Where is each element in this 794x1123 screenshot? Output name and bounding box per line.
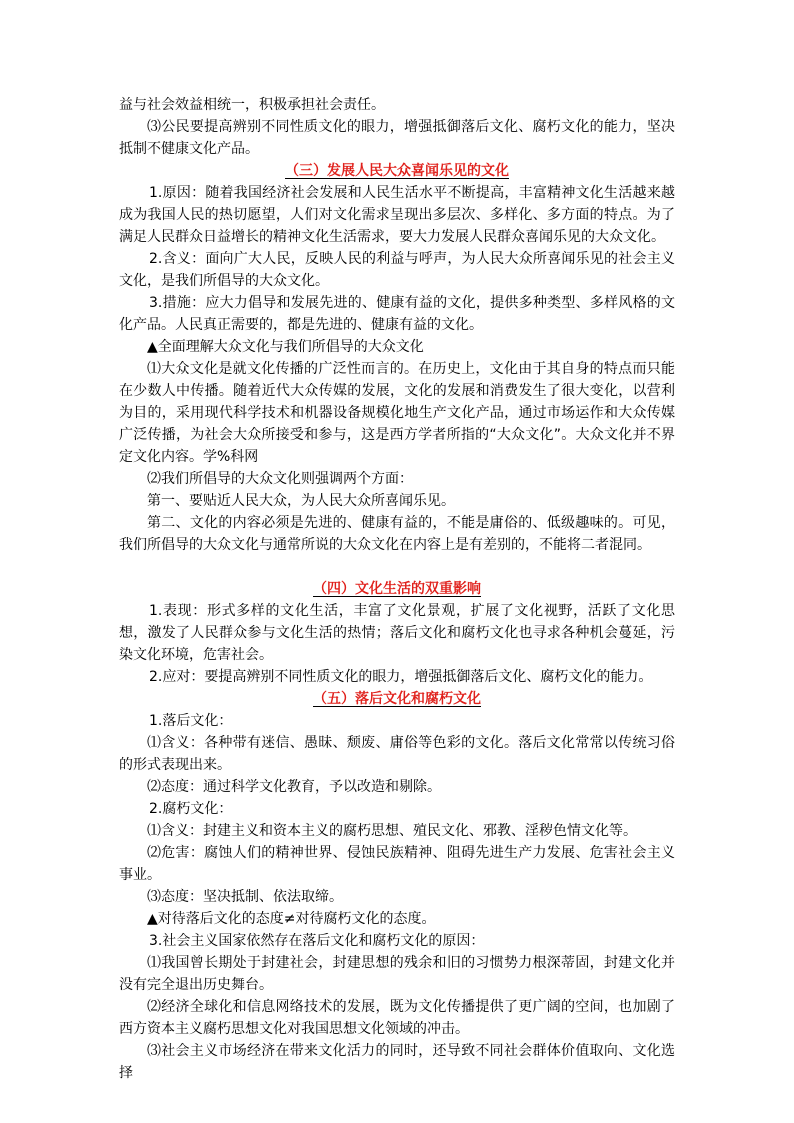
paragraph: ⑵我们所倡导的大众文化则强调两个方面： — [147, 471, 413, 487]
document-page — [119, 94, 675, 1084]
paragraph: ⑶公民要提高辨别不同性质文化的眼力，增强抵御落后文化、腐朽文化的能力，坚决抵制不健康文化产品。 — [119, 119, 675, 157]
paragraph: 1.落后文化： — [149, 713, 233, 729]
paragraph: ⑵经济全球化和信息网络技术的发展，既为文化传播提供了更广阔的空间，也加剧了西方资本主义腐朽思想文化对我国思想文化领域的冲击。 — [119, 999, 675, 1037]
paragraph: 1.表现：形式多样的文化生活，丰富了文化景观，扩展了文化视野，活跃了文化思想，激发了人民群众参与文化生活的热情；落后文化和腐朽文化也寻求各种机会蔓延，污染文化环境，危害社会。 — [119, 603, 675, 663]
spacer — [119, 556, 675, 578]
paragraph: ⑴我国曾长期处于封建社会，封建思想的残余和旧的习惯势力根深蒂固，封建文化并没有完全退出历史舞台。 — [119, 955, 675, 993]
paragraph: 2.应对：要提高辨别不同性质文化的眼力，增强抵御落后文化、腐朽文化的能力。 — [149, 669, 653, 685]
note-line: ▲全面理解大众文化与我们所倡导的大众文化 — [147, 339, 424, 355]
paragraph: 3.措施：应大力倡导和发展先进的、健康有益的文化，提供多种类型、多样风格的文化产品。人民真正需要的，都是先进的、健康有益的文化。 — [119, 295, 675, 333]
paragraph: ⑴含义：封建主义和资本主义的腐朽思想、殖民文化、邪教、淫秽色情文化等。 — [147, 823, 637, 839]
paragraph: 第一、要贴近人民大众，为人民大众所喜闻乐见。 — [147, 493, 455, 509]
paragraph: 1.原因：随着我国经济社会发展和人民生活水平不断提高，丰富精神文化生活越来越成为我国人民的热切愿望，人们对文化需求呈现出多层次、多样化、多方面的特点。为了满足人民群众日益增长的精神文化生活需求，要大力发展人民群众喜闻乐见的大众文化。 — [119, 185, 675, 245]
paragraph: 益与社会效益相统一，积极承担社会责任。 — [119, 97, 385, 113]
paragraph: ⑴含义：各种带有迷信、愚昧、颓废、庸俗等色彩的文化。落后文化常常以传统习俗的形式表现出来。 — [119, 735, 675, 773]
paragraph: 2.含义：面向广大人民，反映人民的利益与呼声，为人民大众所喜闻乐见的社会主义文化，是我们所倡导的大众文化。 — [119, 251, 675, 289]
paragraph: 第二、文化的内容必须是先进的、健康有益的，不能是庸俗的、低级趣味的。可见，我们所倡导的大众文化与通常所说的大众文化在内容上是有差别的，不能将二者混同。 — [119, 515, 675, 553]
section-heading-5: （五）落后文化和腐朽文化 — [313, 691, 481, 707]
paragraph: 2.腐朽文化： — [149, 801, 233, 817]
note-line: ▲对待落后文化的态度≠对待腐朽文化的态度。 — [147, 911, 436, 927]
section-heading-3: （三）发展人民大众喜闻乐见的文化 — [285, 163, 509, 179]
paragraph: 3.社会主义国家依然存在落后文化和腐朽文化的原因： — [149, 933, 485, 949]
paragraph: ⑶态度：坚决抵制、依法取缔。 — [147, 889, 343, 905]
paragraph: ⑶社会主义市场经济在带来文化活力的同时，还导致不同社会群体价值取向、文化选择 — [119, 1043, 675, 1081]
paragraph: ⑵危害：腐蚀人们的精神世界、侵蚀民族精神、阻碍先进生产力发展、危害社会主义事业。 — [119, 845, 675, 883]
section-heading-4: （四）文化生活的双重影响 — [313, 581, 481, 597]
paragraph: ⑴大众文化是就文化传播的广泛性而言的。在历史上，文化由于其自身的特点而只能在少数人中传播。随着近代大众传媒的发展，文化的发展和消费发生了很大变化，以营利为目的，采用现代科学技术和机器设备规模化地生产文化产品，通过市场运作和大众传媒广泛传播，为社会大众所接受和参与，这是西方学者所指的“大众文化”。大众文化并不界定文化内容。学%科网 — [119, 361, 675, 465]
paragraph: ⑵态度：通过科学文化教育，予以改造和剔除。 — [147, 779, 441, 795]
